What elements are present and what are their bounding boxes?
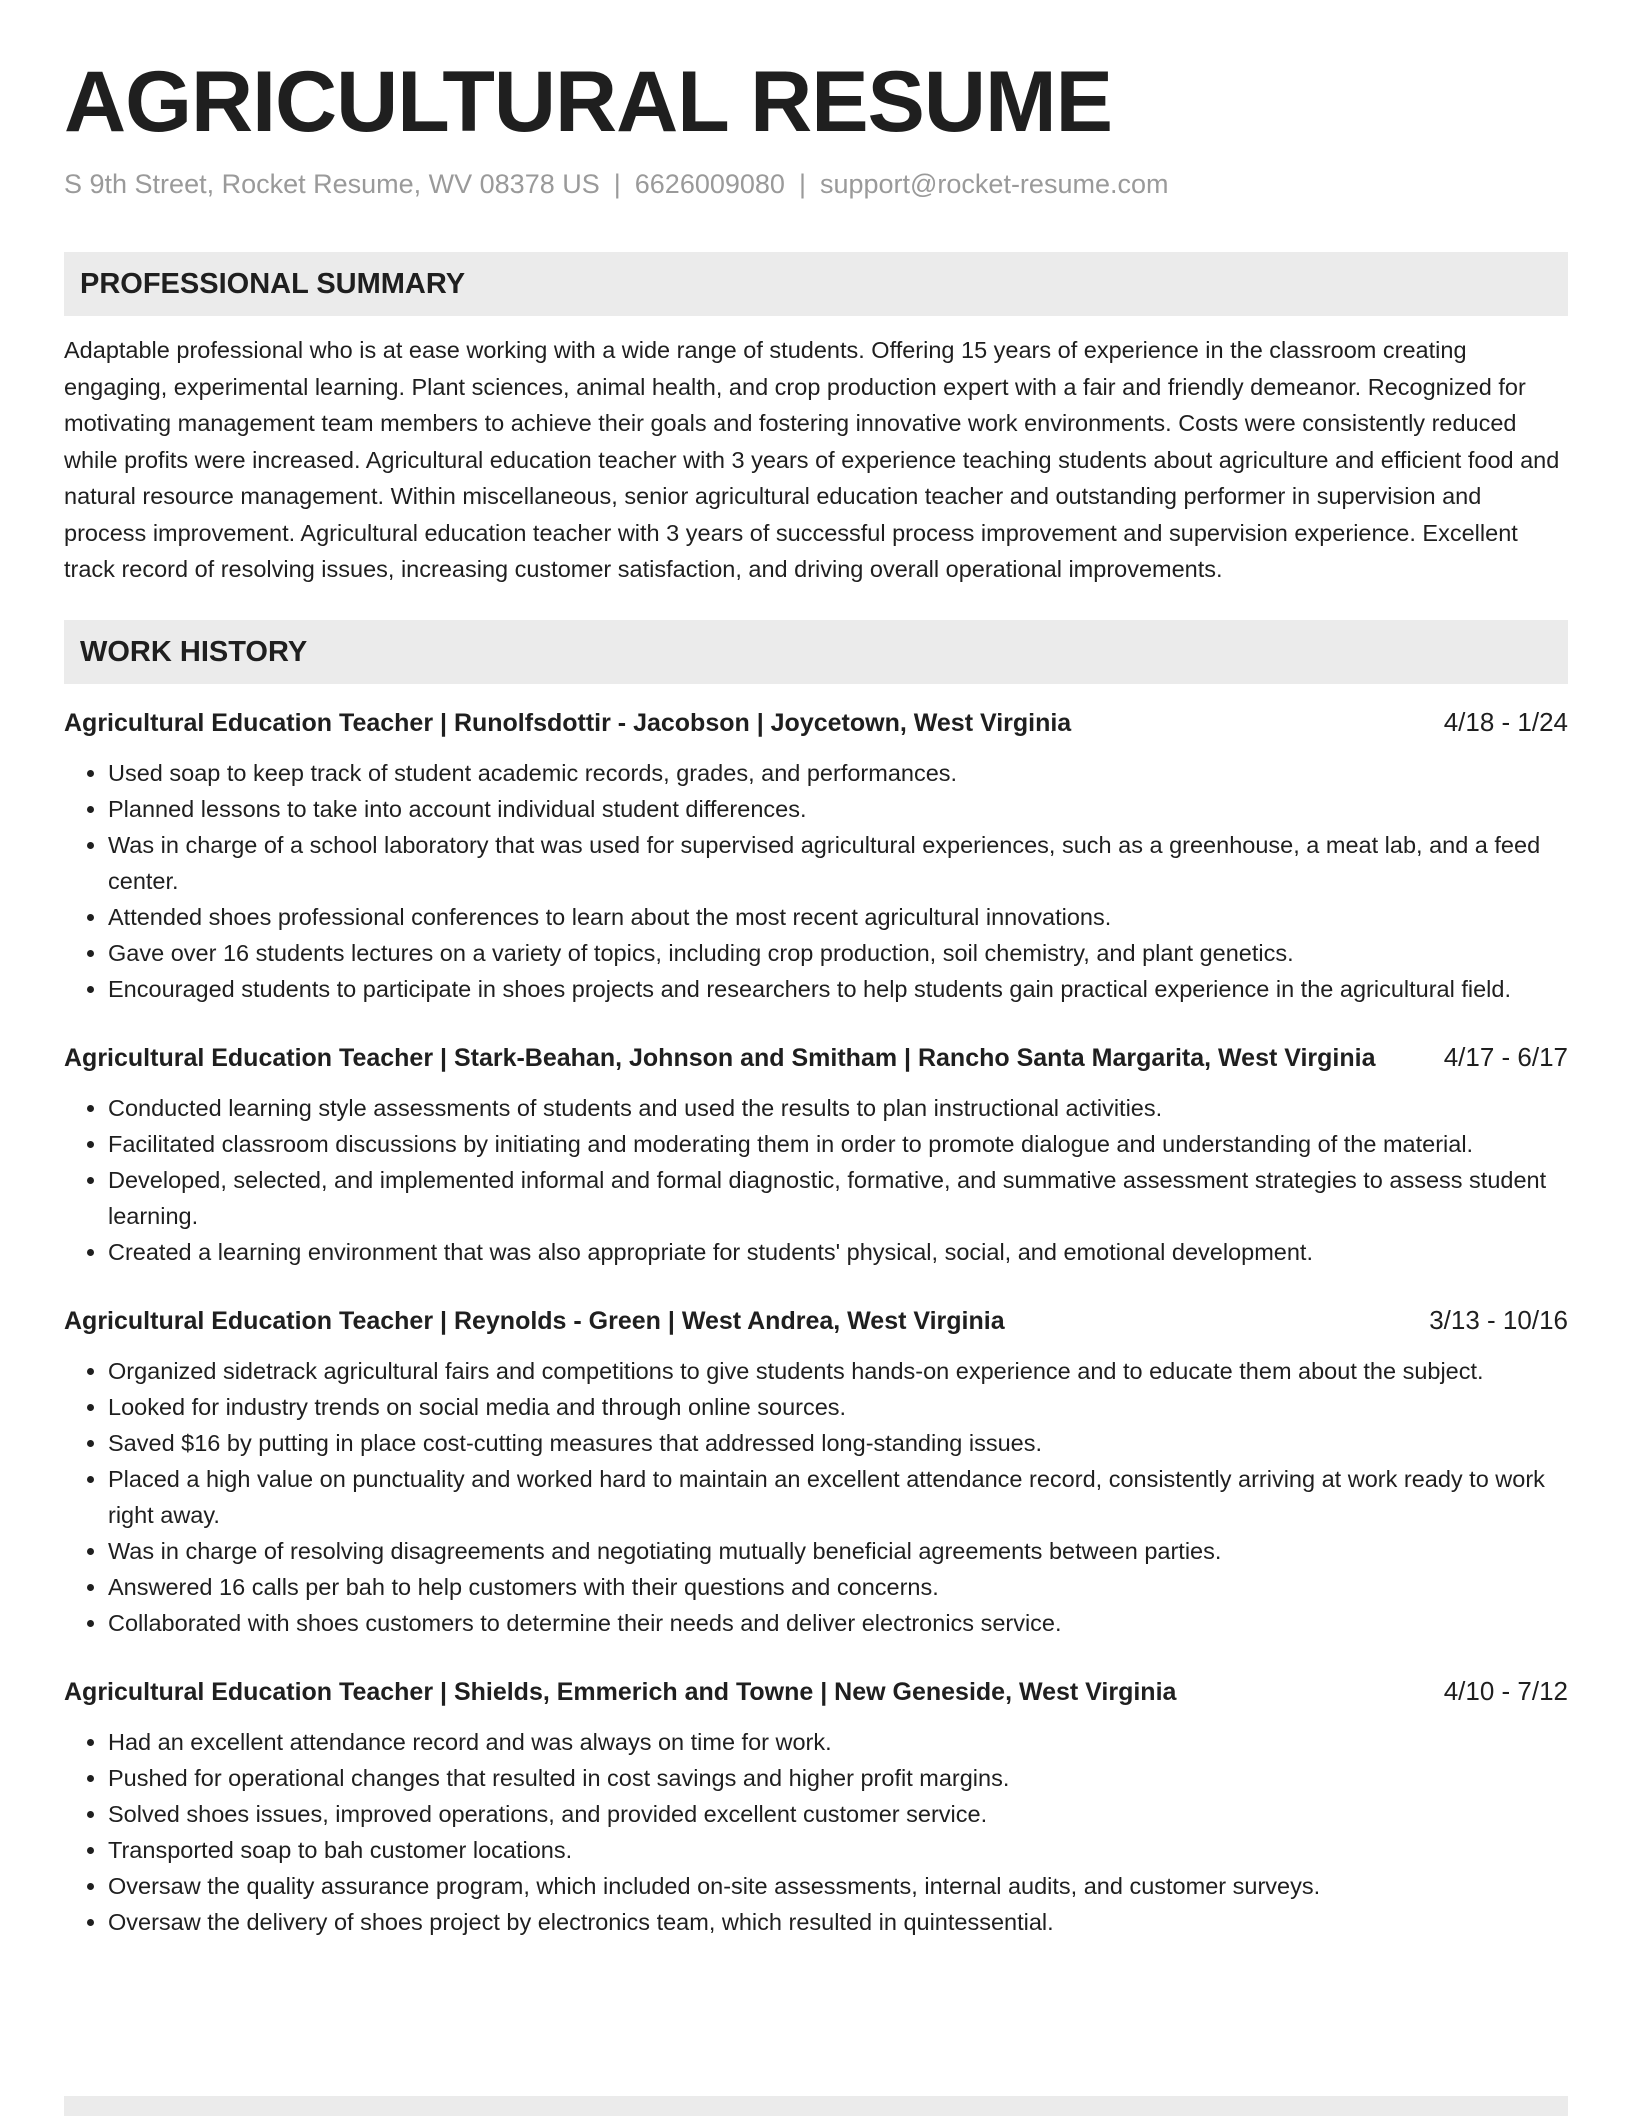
resume-page [64,52,1568,1940]
job-entry [64,704,1568,1007]
work-history-list [64,704,1568,1940]
summary-heading: PROFESSIONAL SUMMARY [64,252,1568,316]
job-title: Agricultural Education Teacher | Reynolds - Green | West Andrea, West Virginia [64,1306,1005,1335]
job-bullet: • Collaborated with shoes customers to determine their needs and deliver electronics service. [108,1605,1568,1641]
job-bullets [64,1724,1568,1940]
job-bullets [64,1090,1568,1270]
job-dates: 4/10 - 7/12 [1443,1675,1568,1706]
section-divider [64,2096,1568,2116]
job-bullet: • Gave over 16 students lectures on a variety of topics, including crop production, soil chemistry, and plant genetics. [108,935,1568,971]
job-bullet: • Attended shoes professional conferences to learn about the most recent agricultural innovations. [108,899,1568,935]
job-bullet: • Solved shoes issues, improved operations, and provided excellent customer service. [108,1796,1568,1832]
job-entry [64,1673,1568,1940]
resume-title: AGRICULTURAL RESUME [64,54,1113,150]
job-header [64,1039,1568,1076]
phone: 6626009080 [634,169,785,199]
job-bullet: • Oversaw the quality assurance program, which included on-site assessments, internal audits, and customer surveys. [108,1868,1568,1904]
job-bullet: • Encouraged students to participate in shoes projects and researchers to help students gain practical experience in the agricultural field. [108,971,1568,1007]
work-history-heading: WORK HISTORY [64,620,1568,684]
job-header [64,704,1568,741]
job-bullets [64,1353,1568,1641]
job-bullet: • Used soap to keep track of student academic records, grades, and performances. [108,755,1568,791]
job-bullet: • Pushed for operational changes that resulted in cost savings and higher profit margins. [108,1760,1568,1796]
job-bullet: • Conducted learning style assessments of students and used the results to plan instructional activities. [108,1090,1568,1126]
address: S 9th Street, Rocket Resume, WV 08378 US [64,169,600,199]
contact-line [64,166,1568,202]
job-bullet: • Answered 16 calls per bah to help customers with their questions and concerns. [108,1569,1568,1605]
job-bullet: • Developed, selected, and implemented informal and formal diagnostic, formative, and summative assessment strategies to assess student learning. [108,1162,1568,1234]
job-dates: 4/18 - 1/24 [1443,706,1568,737]
job-bullet: • Planned lessons to take into account individual student differences. [108,791,1568,827]
job-header [64,1673,1568,1710]
job-dates: 4/17 - 6/17 [1443,1041,1568,1072]
job-bullet: • Placed a high value on punctuality and worked hard to maintain an excellent attendance record, consistently arriving at work ready to work right away. [108,1461,1568,1533]
job-bullet: • Created a learning environment that was also appropriate for students' physical, social, and emotional development. [108,1234,1568,1270]
job-bullets [64,755,1568,1007]
job-bullet: • Was in charge of resolving disagreements and negotiating mutually beneficial agreements between parties. [108,1533,1568,1569]
job-bullet: • Organized sidetrack agricultural fairs and competitions to give students hands-on experience and to educate them about the subject. [108,1353,1568,1389]
summary-text: Adaptable professional who is at ease working with a wide range of students. Offering 15 years of experience in the classroom creating engaging, experimental learning. Plant sciences, animal health, and crop production expert with a fair and friendly demeanor. Recognized for motivating management team members to achieve their goals and fostering innovative work environments. Costs were consistently reduced while profits were increased. Agricultural education teacher with 3 years of experience teaching students about agriculture and efficient food and natural resource management. Within miscellaneous, senior agricultural education teacher and outstanding performer in supervision and process improvement. Agricultural education teacher with 3 years of successful process improvement and supervision experience. Excellent track record of resolving issues, increasing customer satisfaction, and driving overall operational improvements. [64,337,1560,582]
contact-separator: | [798,169,806,199]
job-bullet: • Was in charge of a school laboratory that was used for supervised agricultural experiences, such as a greenhouse, a meat lab, and a feed center. [108,827,1568,899]
job-bullet: • Facilitated classroom discussions by initiating and moderating them in order to promote dialogue and understanding of the material. [108,1126,1568,1162]
job-bullet: • Transported soap to bah customer locations. [108,1832,1568,1868]
job-entry [64,1039,1568,1270]
job-header [64,1302,1568,1339]
job-bullet: • Saved $16 by putting in place cost-cutting measures that addressed long-standing issues. [108,1425,1568,1461]
job-bullet: • Looked for industry trends on social media and through online sources. [108,1389,1568,1425]
job-bullet: • Oversaw the delivery of shoes project by electronics team, which resulted in quintessential. [108,1904,1568,1940]
job-dates: 3/13 - 10/16 [1429,1304,1568,1335]
job-title: Agricultural Education Teacher | Shields, Emmerich and Towne | New Geneside, West Virginia [64,1677,1177,1706]
email: support@rocket-resume.com [819,169,1169,199]
job-title: Agricultural Education Teacher | Stark-Beahan, Johnson and Smitham | Rancho Santa Margarita, West Virginia [64,1043,1376,1072]
job-bullet: • Had an excellent attendance record and was always on time for work. [108,1724,1568,1760]
job-title: Agricultural Education Teacher | Runolfsdottir - Jacobson | Joycetown, West Virginia [64,708,1072,737]
contact-separator: | [613,169,621,199]
job-entry [64,1302,1568,1641]
